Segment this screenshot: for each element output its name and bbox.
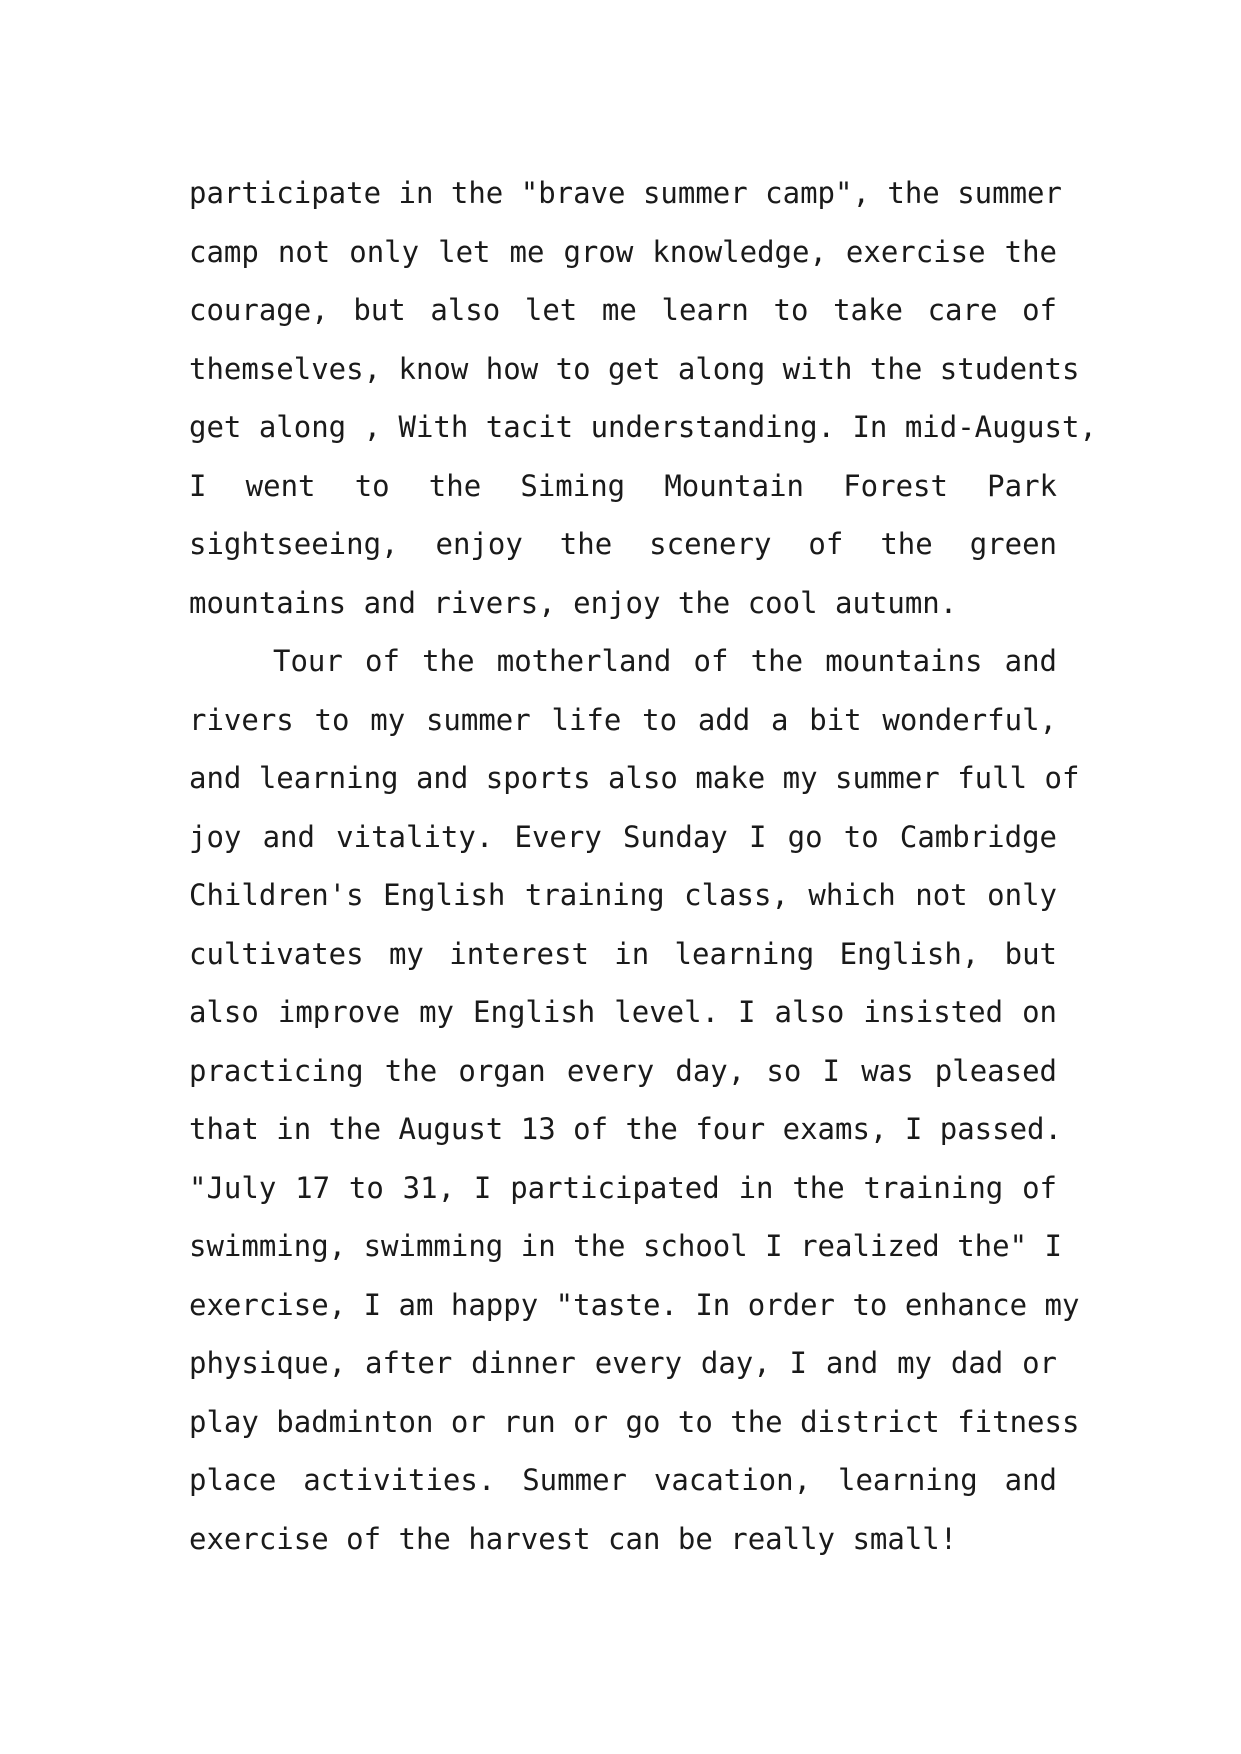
text-line: joy and vitality. Every Sunday I go to Cambridge (189, 819, 1057, 854)
text-line: also improve my English level. I also insisted on (189, 995, 1057, 1029)
text-line: and learning and sports also make my summer full of (189, 761, 1080, 795)
text-line: themselves, know how to get along with the students (189, 351, 1080, 386)
text-line: rivers to my summer life to add a bit wonderful, (189, 702, 1057, 737)
text-line: "July 17 to 31, I participated in the training of (189, 1170, 1057, 1205)
text-line: exercise, I am happy "taste. In order to enhance my (189, 1287, 1080, 1322)
text-line: participate in the "brave summer camp", the summer (189, 176, 1062, 210)
text-line: that in the August 13 of the four exams, I passed. (189, 1112, 1062, 1146)
text-line: cultivates my interest in learning English, but (189, 936, 1057, 971)
text-line: sightseeing, enjoy the scenery of the green (189, 527, 1057, 561)
text-line: practicing the organ every day, so I was pleased (189, 1053, 1057, 1088)
text-line: get along , With tacit understanding. In mid-August, (189, 410, 1097, 444)
text-line: I went to the Siming Mountain Forest Park (189, 468, 1057, 503)
text-line: play badminton or run or go to the district fitness (189, 1404, 1080, 1439)
text-line: camp not only let me grow knowledge, exercise the (189, 234, 1057, 269)
text-line: courage, but also let me learn to take care of (189, 293, 1057, 327)
text-line: Tour of the motherland of the mountains and (273, 644, 1057, 678)
text-line: mountains and rivers, enjoy the cool autumn. (189, 585, 958, 620)
text-line: swimming, swimming in the school I realized the" I (189, 1229, 1062, 1263)
text-line: exercise of the harvest can be really small! (189, 1521, 958, 1556)
body-text (189, 164, 1097, 1568)
text-line: physique, after dinner every day, I and my dad or (189, 1346, 1057, 1380)
text-line: Children's English training class, which not only (189, 878, 1057, 912)
text-line: place activities. Summer vacation, learning and (189, 1463, 1057, 1497)
